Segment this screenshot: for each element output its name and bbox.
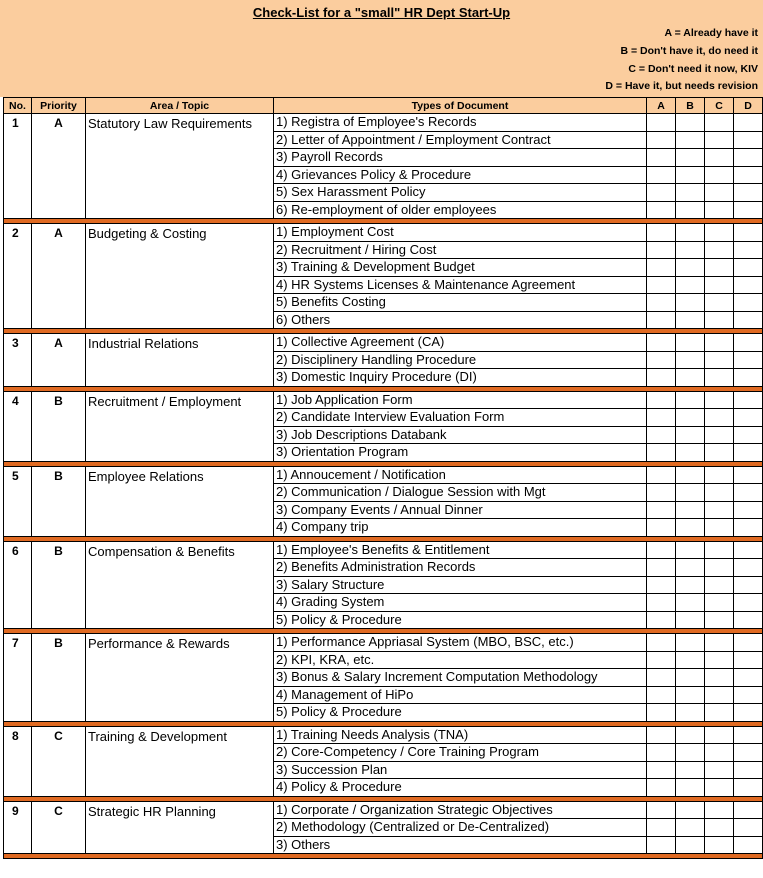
check-cell-c[interactable] bbox=[705, 819, 734, 837]
separator-bar bbox=[4, 854, 763, 859]
check-cell-c[interactable] bbox=[705, 686, 734, 704]
check-cell-b[interactable] bbox=[676, 761, 705, 779]
check-cell-c[interactable] bbox=[705, 501, 734, 519]
document-item: 5) Sex Harassment Policy bbox=[274, 184, 647, 202]
section-priority: B bbox=[32, 466, 86, 536]
check-cell-c[interactable] bbox=[705, 611, 734, 629]
check-cell-a[interactable] bbox=[647, 224, 676, 242]
col-header-d: D bbox=[734, 98, 763, 114]
check-cell-b[interactable] bbox=[676, 634, 705, 652]
legend-a: A = Already have it bbox=[664, 27, 758, 39]
document-item: 6) Re-employment of older employees bbox=[274, 201, 647, 219]
section-area: Performance & Rewards bbox=[86, 634, 274, 722]
check-cell-a[interactable] bbox=[647, 391, 676, 409]
document-item: 3) Training & Development Budget bbox=[274, 259, 647, 277]
check-cell-c[interactable] bbox=[705, 779, 734, 797]
document-item: 2) Letter of Appointment / Employment Contract bbox=[274, 131, 647, 149]
check-cell-d[interactable] bbox=[734, 391, 763, 409]
check-cell-a[interactable] bbox=[647, 559, 676, 577]
check-cell-b[interactable] bbox=[676, 351, 705, 369]
section-priority: B bbox=[32, 541, 86, 629]
document-item: 1) Annoucement / Notification bbox=[274, 466, 647, 484]
check-cell-d[interactable] bbox=[734, 634, 763, 652]
document-item: 3) Succession Plan bbox=[274, 761, 647, 779]
col-header-a: A bbox=[647, 98, 676, 114]
check-cell-b[interactable] bbox=[676, 466, 705, 484]
check-cell-d[interactable] bbox=[734, 311, 763, 329]
document-item: 5) Policy & Procedure bbox=[274, 611, 647, 629]
check-cell-a[interactable] bbox=[647, 819, 676, 837]
document-item: 3) Payroll Records bbox=[274, 149, 647, 167]
section-priority: A bbox=[32, 224, 86, 329]
check-cell-a[interactable] bbox=[647, 369, 676, 387]
check-cell-d[interactable] bbox=[734, 576, 763, 594]
table-row bbox=[4, 466, 763, 484]
check-cell-b[interactable] bbox=[676, 391, 705, 409]
check-cell-a[interactable] bbox=[647, 426, 676, 444]
check-cell-c[interactable] bbox=[705, 241, 734, 259]
table-row bbox=[4, 801, 763, 819]
table-row bbox=[4, 224, 763, 242]
check-cell-b[interactable] bbox=[676, 819, 705, 837]
document-item: 6) Others bbox=[274, 311, 647, 329]
check-cell-c[interactable] bbox=[705, 311, 734, 329]
check-cell-b[interactable] bbox=[676, 836, 705, 854]
section-priority: B bbox=[32, 391, 86, 461]
section-separator bbox=[4, 854, 763, 859]
check-cell-d[interactable] bbox=[734, 201, 763, 219]
check-cell-a[interactable] bbox=[647, 259, 676, 277]
check-cell-a[interactable] bbox=[647, 634, 676, 652]
legend-d: D = Have it, but needs revision bbox=[605, 80, 758, 92]
check-cell-c[interactable] bbox=[705, 484, 734, 502]
check-cell-a[interactable] bbox=[647, 726, 676, 744]
check-cell-c[interactable] bbox=[705, 594, 734, 612]
section-area: Statutory Law Requirements bbox=[86, 114, 274, 219]
check-cell-a[interactable] bbox=[647, 409, 676, 427]
check-cell-a[interactable] bbox=[647, 611, 676, 629]
check-cell-b[interactable] bbox=[676, 259, 705, 277]
document-item: 1) Performance Appriasal System (MBO, BSC, etc.) bbox=[274, 634, 647, 652]
check-cell-c[interactable] bbox=[705, 559, 734, 577]
check-cell-c[interactable] bbox=[705, 224, 734, 242]
check-cell-a[interactable] bbox=[647, 334, 676, 352]
check-cell-a[interactable] bbox=[647, 241, 676, 259]
check-cell-b[interactable] bbox=[676, 426, 705, 444]
check-cell-d[interactable] bbox=[734, 444, 763, 462]
table-row bbox=[4, 634, 763, 652]
check-cell-c[interactable] bbox=[705, 166, 734, 184]
check-cell-a[interactable] bbox=[647, 466, 676, 484]
check-cell-a[interactable] bbox=[647, 669, 676, 687]
header-row bbox=[4, 98, 763, 114]
check-cell-b[interactable] bbox=[676, 801, 705, 819]
check-cell-b[interactable] bbox=[676, 669, 705, 687]
check-cell-d[interactable] bbox=[734, 294, 763, 312]
check-cell-d[interactable] bbox=[734, 541, 763, 559]
check-cell-c[interactable] bbox=[705, 391, 734, 409]
document-item: 1) Employment Cost bbox=[274, 224, 647, 242]
check-cell-d[interactable] bbox=[734, 484, 763, 502]
col-header-docs: Types of Document bbox=[274, 98, 647, 114]
document-item: 2) Communication / Dialogue Session with Mgt bbox=[274, 484, 647, 502]
check-cell-d[interactable] bbox=[734, 611, 763, 629]
check-cell-a[interactable] bbox=[647, 594, 676, 612]
check-cell-a[interactable] bbox=[647, 444, 676, 462]
check-cell-b[interactable] bbox=[676, 444, 705, 462]
check-cell-b[interactable] bbox=[676, 334, 705, 352]
check-cell-d[interactable] bbox=[734, 819, 763, 837]
check-cell-b[interactable] bbox=[676, 594, 705, 612]
check-cell-c[interactable] bbox=[705, 744, 734, 762]
check-cell-d[interactable] bbox=[734, 114, 763, 132]
check-cell-d[interactable] bbox=[734, 166, 763, 184]
document-item: 1) Registra of Employee's Records bbox=[274, 114, 647, 132]
check-cell-b[interactable] bbox=[676, 651, 705, 669]
check-cell-b[interactable] bbox=[676, 224, 705, 242]
check-cell-c[interactable] bbox=[705, 409, 734, 427]
table-row bbox=[4, 541, 763, 559]
check-cell-b[interactable] bbox=[676, 276, 705, 294]
check-cell-d[interactable] bbox=[734, 351, 763, 369]
check-cell-a[interactable] bbox=[647, 744, 676, 762]
check-cell-c[interactable] bbox=[705, 704, 734, 722]
check-cell-a[interactable] bbox=[647, 276, 676, 294]
check-cell-c[interactable] bbox=[705, 836, 734, 854]
check-cell-b[interactable] bbox=[676, 166, 705, 184]
check-cell-b[interactable] bbox=[676, 311, 705, 329]
check-cell-b[interactable] bbox=[676, 294, 705, 312]
col-header-priority: Priority bbox=[32, 98, 86, 114]
document-item: 4) Policy & Procedure bbox=[274, 779, 647, 797]
col-header-c: C bbox=[705, 98, 734, 114]
check-cell-b[interactable] bbox=[676, 779, 705, 797]
check-cell-a[interactable] bbox=[647, 576, 676, 594]
check-cell-b[interactable] bbox=[676, 559, 705, 577]
check-cell-d[interactable] bbox=[734, 704, 763, 722]
document-item: 4) Management of HiPo bbox=[274, 686, 647, 704]
check-cell-a[interactable] bbox=[647, 704, 676, 722]
legend-c: C = Don't need it now, KIV bbox=[628, 63, 758, 75]
check-cell-d[interactable] bbox=[734, 334, 763, 352]
check-cell-b[interactable] bbox=[676, 519, 705, 537]
check-cell-d[interactable] bbox=[734, 651, 763, 669]
check-cell-c[interactable] bbox=[705, 634, 734, 652]
check-cell-c[interactable] bbox=[705, 369, 734, 387]
check-cell-a[interactable] bbox=[647, 351, 676, 369]
check-cell-a[interactable] bbox=[647, 114, 676, 132]
check-cell-b[interactable] bbox=[676, 114, 705, 132]
page-title: Check-List for a "small" HR Dept Start-Up bbox=[252, 5, 511, 20]
section-number: 2 bbox=[4, 224, 32, 329]
check-cell-c[interactable] bbox=[705, 726, 734, 744]
section-number: 9 bbox=[4, 801, 32, 854]
check-cell-a[interactable] bbox=[647, 519, 676, 537]
document-item: 3) Company Events / Annual Dinner bbox=[274, 501, 647, 519]
document-item: 5) Benefits Costing bbox=[274, 294, 647, 312]
section-priority: C bbox=[32, 726, 86, 796]
table-row bbox=[4, 334, 763, 352]
check-cell-b[interactable] bbox=[676, 409, 705, 427]
check-cell-a[interactable] bbox=[647, 541, 676, 559]
section-area: Industrial Relations bbox=[86, 334, 274, 387]
check-cell-a[interactable] bbox=[647, 801, 676, 819]
document-item: 1) Job Application Form bbox=[274, 391, 647, 409]
check-cell-a[interactable] bbox=[647, 836, 676, 854]
col-header-b: B bbox=[676, 98, 705, 114]
section-number: 4 bbox=[4, 391, 32, 461]
check-cell-b[interactable] bbox=[676, 201, 705, 219]
check-cell-b[interactable] bbox=[676, 576, 705, 594]
check-cell-d[interactable] bbox=[734, 836, 763, 854]
document-item: 1) Training Needs Analysis (TNA) bbox=[274, 726, 647, 744]
check-cell-c[interactable] bbox=[705, 466, 734, 484]
check-cell-c[interactable] bbox=[705, 201, 734, 219]
check-cell-a[interactable] bbox=[647, 201, 676, 219]
document-item: 3) Job Descriptions Databank bbox=[274, 426, 647, 444]
document-item: 4) Grading System bbox=[274, 594, 647, 612]
check-cell-c[interactable] bbox=[705, 149, 734, 167]
check-cell-a[interactable] bbox=[647, 149, 676, 167]
check-cell-d[interactable] bbox=[734, 519, 763, 537]
document-item: 1) Corporate / Organization Strategic Objectives bbox=[274, 801, 647, 819]
check-cell-d[interactable] bbox=[734, 779, 763, 797]
check-cell-b[interactable] bbox=[676, 484, 705, 502]
section-area: Training & Development bbox=[86, 726, 274, 796]
section-number: 8 bbox=[4, 726, 32, 796]
check-cell-b[interactable] bbox=[676, 184, 705, 202]
document-item: 2) Methodology (Centralized or De-Centralized) bbox=[274, 819, 647, 837]
section-priority: C bbox=[32, 801, 86, 854]
col-header-no: No. bbox=[4, 98, 32, 114]
legend-b: B = Don't have it, do need it bbox=[620, 45, 758, 57]
check-cell-c[interactable] bbox=[705, 131, 734, 149]
check-cell-d[interactable] bbox=[734, 241, 763, 259]
check-cell-d[interactable] bbox=[734, 369, 763, 387]
section-number: 5 bbox=[4, 466, 32, 536]
section-number: 7 bbox=[4, 634, 32, 722]
document-item: 2) KPI, KRA, etc. bbox=[274, 651, 647, 669]
section-area: Strategic HR Planning bbox=[86, 801, 274, 854]
check-cell-d[interactable] bbox=[734, 726, 763, 744]
section-area: Budgeting & Costing bbox=[86, 224, 274, 329]
check-cell-a[interactable] bbox=[647, 686, 676, 704]
check-cell-d[interactable] bbox=[734, 184, 763, 202]
check-cell-c[interactable] bbox=[705, 276, 734, 294]
check-cell-b[interactable] bbox=[676, 541, 705, 559]
check-cell-c[interactable] bbox=[705, 184, 734, 202]
check-cell-c[interactable] bbox=[705, 576, 734, 594]
document-item: 1) Collective Agreement (CA) bbox=[274, 334, 647, 352]
document-item: 5) Policy & Procedure bbox=[274, 704, 647, 722]
section-number: 6 bbox=[4, 541, 32, 629]
check-cell-c[interactable] bbox=[705, 351, 734, 369]
document-item: 1) Employee's Benefits & Entitlement bbox=[274, 541, 647, 559]
check-cell-c[interactable] bbox=[705, 651, 734, 669]
check-cell-d[interactable] bbox=[734, 409, 763, 427]
check-cell-a[interactable] bbox=[647, 294, 676, 312]
check-cell-c[interactable] bbox=[705, 259, 734, 277]
check-cell-b[interactable] bbox=[676, 241, 705, 259]
check-cell-c[interactable] bbox=[705, 669, 734, 687]
check-cell-c[interactable] bbox=[705, 541, 734, 559]
section-number: 1 bbox=[4, 114, 32, 219]
section-priority: B bbox=[32, 634, 86, 722]
document-item: 2) Benefits Administration Records bbox=[274, 559, 647, 577]
check-cell-d[interactable] bbox=[734, 426, 763, 444]
check-cell-d[interactable] bbox=[734, 761, 763, 779]
check-cell-b[interactable] bbox=[676, 704, 705, 722]
document-item: 4) Company trip bbox=[274, 519, 647, 537]
check-cell-a[interactable] bbox=[647, 311, 676, 329]
check-cell-b[interactable] bbox=[676, 611, 705, 629]
check-cell-b[interactable] bbox=[676, 744, 705, 762]
document-item: 3) Salary Structure bbox=[274, 576, 647, 594]
check-cell-a[interactable] bbox=[647, 779, 676, 797]
section-area: Compensation & Benefits bbox=[86, 541, 274, 629]
document-item: 3) Others bbox=[274, 836, 647, 854]
document-item: 3) Orientation Program bbox=[274, 444, 647, 462]
check-cell-d[interactable] bbox=[734, 559, 763, 577]
check-cell-b[interactable] bbox=[676, 149, 705, 167]
check-cell-d[interactable] bbox=[734, 149, 763, 167]
check-cell-b[interactable] bbox=[676, 131, 705, 149]
check-cell-c[interactable] bbox=[705, 114, 734, 132]
document-item: 4) Grievances Policy & Procedure bbox=[274, 166, 647, 184]
check-cell-d[interactable] bbox=[734, 131, 763, 149]
check-cell-c[interactable] bbox=[705, 294, 734, 312]
check-cell-c[interactable] bbox=[705, 444, 734, 462]
section-priority: A bbox=[32, 334, 86, 387]
checklist-body bbox=[4, 114, 763, 859]
section-priority: A bbox=[32, 114, 86, 219]
check-cell-b[interactable] bbox=[676, 501, 705, 519]
check-cell-b[interactable] bbox=[676, 686, 705, 704]
check-cell-c[interactable] bbox=[705, 519, 734, 537]
check-cell-d[interactable] bbox=[734, 686, 763, 704]
check-cell-a[interactable] bbox=[647, 761, 676, 779]
check-cell-d[interactable] bbox=[734, 669, 763, 687]
check-cell-c[interactable] bbox=[705, 801, 734, 819]
check-cell-a[interactable] bbox=[647, 131, 676, 149]
check-cell-d[interactable] bbox=[734, 801, 763, 819]
document-item: 2) Core-Competency / Core Training Program bbox=[274, 744, 647, 762]
table-row bbox=[4, 391, 763, 409]
check-cell-a[interactable] bbox=[647, 484, 676, 502]
check-cell-d[interactable] bbox=[734, 224, 763, 242]
check-cell-d[interactable] bbox=[734, 744, 763, 762]
check-cell-c[interactable] bbox=[705, 761, 734, 779]
section-area: Recruitment / Employment bbox=[86, 391, 274, 461]
checklist-table bbox=[3, 97, 763, 859]
check-cell-a[interactable] bbox=[647, 184, 676, 202]
document-item: 4) HR Systems Licenses & Maintenance Agreement bbox=[274, 276, 647, 294]
check-cell-d[interactable] bbox=[734, 594, 763, 612]
check-cell-b[interactable] bbox=[676, 726, 705, 744]
check-cell-c[interactable] bbox=[705, 334, 734, 352]
section-area: Employee Relations bbox=[86, 466, 274, 536]
document-item: 3) Bonus & Salary Increment Computation Methodology bbox=[274, 669, 647, 687]
check-cell-a[interactable] bbox=[647, 651, 676, 669]
check-cell-c[interactable] bbox=[705, 426, 734, 444]
section-number: 3 bbox=[4, 334, 32, 387]
document-item: 3) Domestic Inquiry Procedure (DI) bbox=[274, 369, 647, 387]
check-cell-d[interactable] bbox=[734, 276, 763, 294]
check-cell-a[interactable] bbox=[647, 501, 676, 519]
table-row bbox=[4, 114, 763, 132]
col-header-area: Area / Topic bbox=[86, 98, 274, 114]
check-cell-b[interactable] bbox=[676, 369, 705, 387]
check-cell-a[interactable] bbox=[647, 166, 676, 184]
document-item: 2) Candidate Interview Evaluation Form bbox=[274, 409, 647, 427]
document-item: 2) Disciplinery Handling Procedure bbox=[274, 351, 647, 369]
check-cell-d[interactable] bbox=[734, 501, 763, 519]
check-cell-d[interactable] bbox=[734, 466, 763, 484]
check-cell-d[interactable] bbox=[734, 259, 763, 277]
document-item: 2) Recruitment / Hiring Cost bbox=[274, 241, 647, 259]
table-row bbox=[4, 726, 763, 744]
